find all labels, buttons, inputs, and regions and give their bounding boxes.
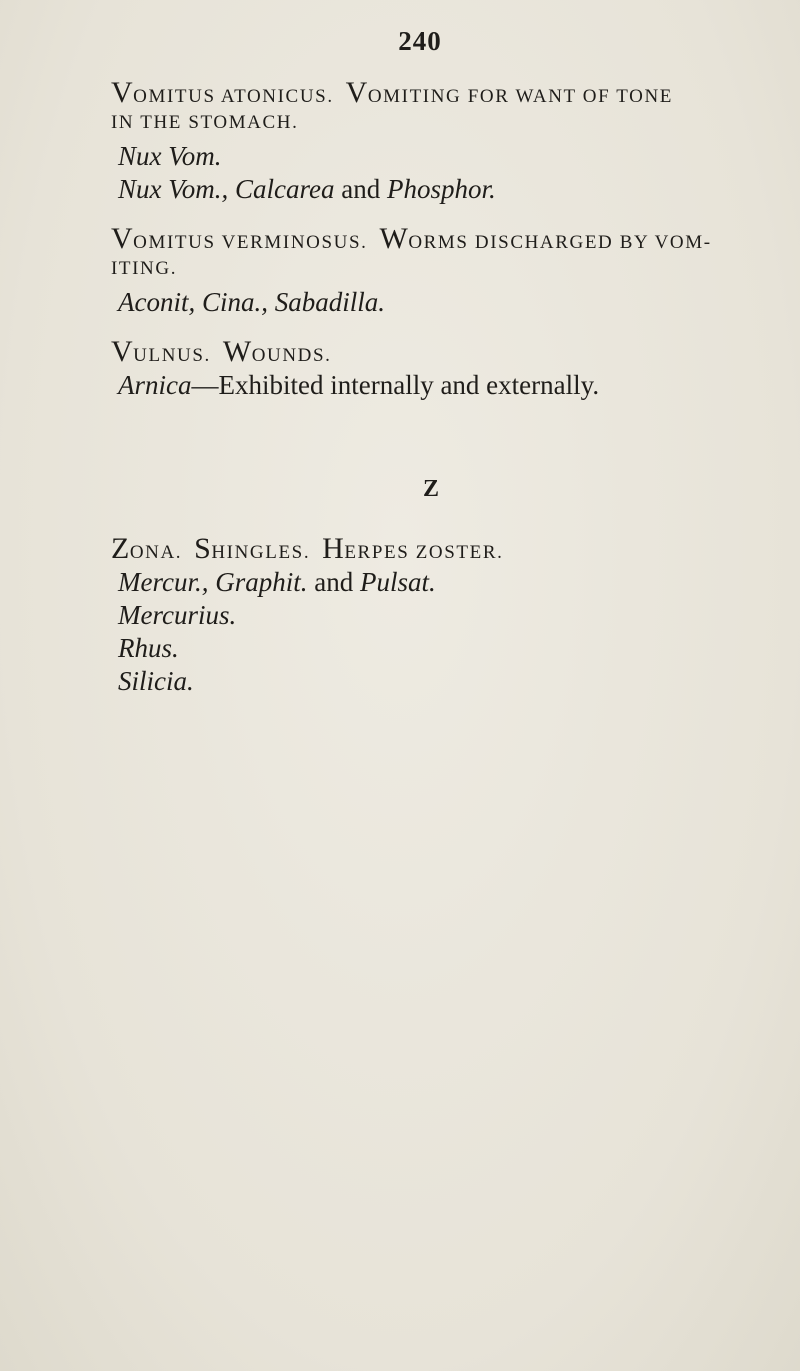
remedy-line: Mercurius. [118, 600, 237, 630]
page-number: 240 [398, 26, 442, 56]
entry-heading-continuation: IN THE STOMACH. [111, 112, 299, 133]
remedy-line: Rhus. [118, 633, 179, 663]
entry-heading-continuation: ITING. [111, 258, 178, 279]
remedy-line: Mercur., Graphit. and Pulsat. [118, 567, 436, 597]
entry-vomitus-verminosus [111, 222, 771, 319]
entry-heading: VOMITUS ATONICUS. VOMITING FOR WANT OF TONE [111, 76, 673, 109]
remedy-line: Arnica—Exhibited internally and externally. [118, 370, 600, 400]
page-content [111, 76, 771, 698]
entry-heading: VULNUS. WOUNDS. [111, 335, 332, 368]
entry-heading: VOMITUS VERMINOSUS. WORMS DISCHARGED BY VOM- [111, 222, 712, 255]
remedy-line: Aconit, Cina., Sabadilla. [118, 287, 385, 317]
entry-vomitus-atonicus [111, 76, 771, 206]
remedy-line: Nux Vom. [118, 141, 222, 171]
entry-vulnus [111, 335, 771, 402]
entry-heading: ZONA. SHINGLES. HERPES ZOSTER. [111, 532, 504, 565]
remedy-line: Silicia. [118, 666, 194, 696]
remedy-line: Nux Vom., Calcarea and Phosphor. [118, 174, 496, 204]
entry-zona [111, 532, 771, 698]
section-letter: Z [422, 476, 439, 502]
